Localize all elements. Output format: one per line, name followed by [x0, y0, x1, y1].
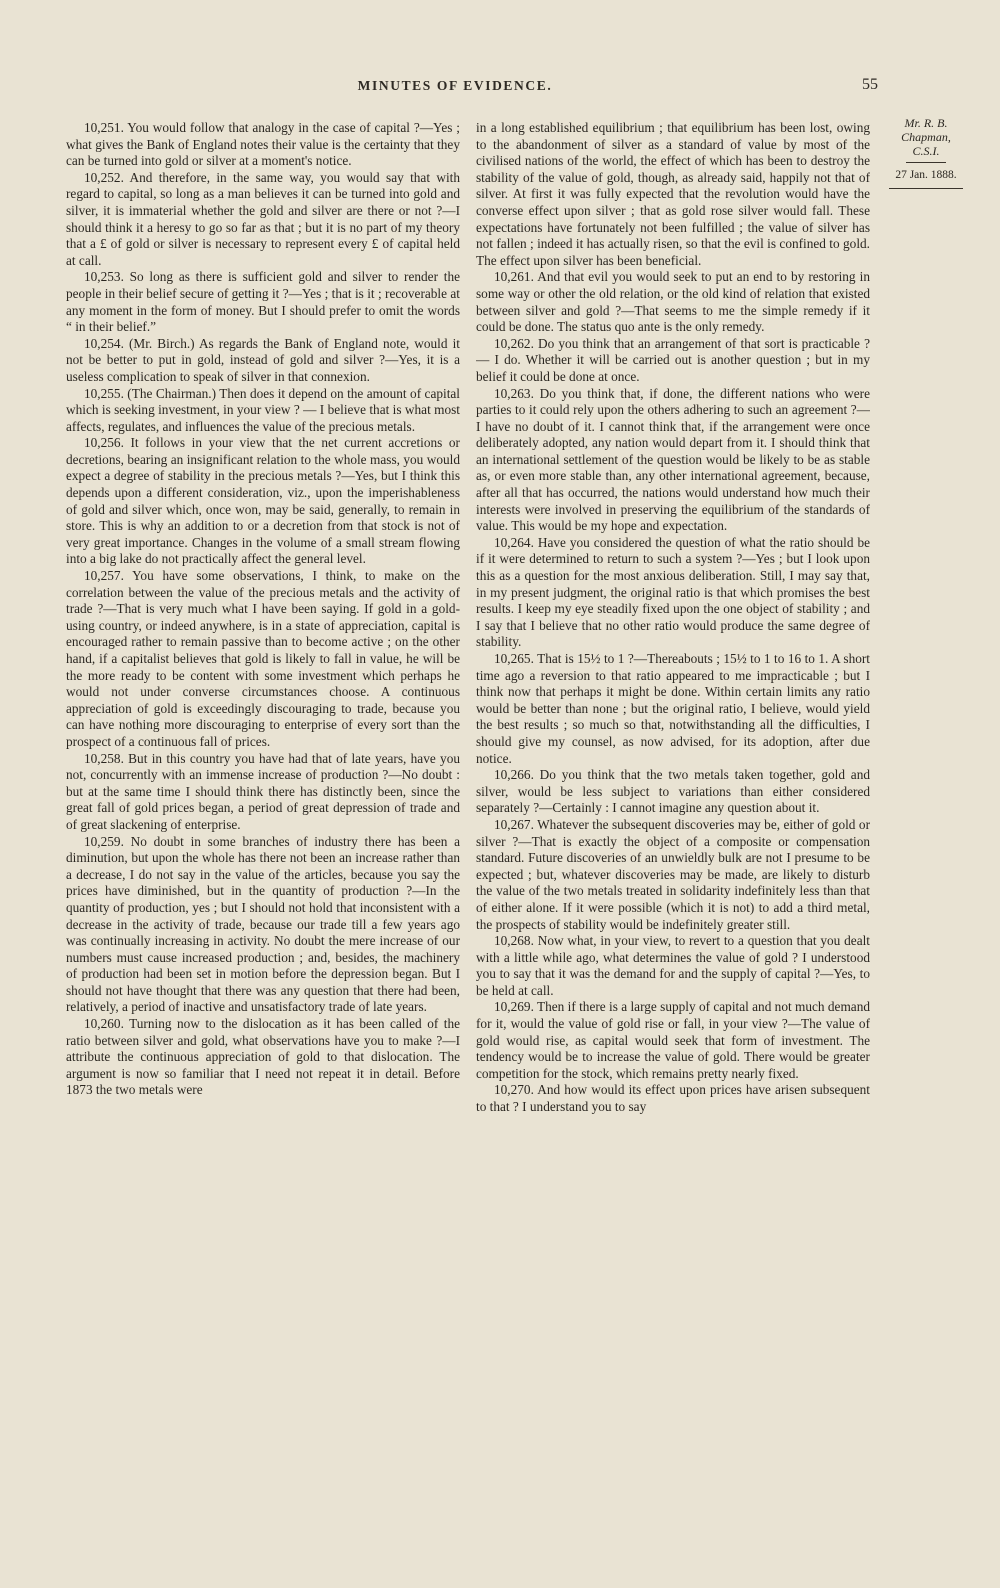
- page-number: 55: [862, 76, 878, 93]
- paragraph: 10,253. So long as there is sufficient gold and silver to render the people in their belief secure of getting it ?—Yes ; that is it ; recoverable at any moment in the form of money. But I should prefer to omit the words “ in their belief.”: [66, 269, 460, 335]
- paragraph: 10,251. You would follow that analogy in the case of capital ?—Yes ; what gives the Bank of England notes their value is the certainty that they can be turned into gold or silver at a moment's notice.: [66, 120, 460, 169]
- paragraph: 10,263. Do you think that, if done, the different nations who were parties to it could rely upon the others adhering to such an agreement ?—I have no doubt of it. I cannot think that, if the arrangement were once deliberately adopted, any nation would depart from it. I should think that an international settlement of the question would be likely to be as stable as, or even more stable than, any other international agreement, because, after all that has occurred, the nations would understand how much their interests were involved in preserving the equilibrium of the standards of value. This would be my hope and expectation.: [476, 385, 870, 534]
- paragraph: 10,262. Do you think that an arrangement of that sort is practicable ? — I do. Whether it will be carried out is another question ; but in my belief it could be done at once.: [476, 335, 870, 384]
- left-column: [66, 120, 460, 1570]
- paragraph: 10,267. Whatever the subsequent discoveries may be, either of gold or silver ?—That is exactly the object of a composite or compensation standard. Future discoveries of an unwieldly bulk are not I presume to be expected ; but, whatever discoveries may be made, are likely to disturb the value of the two metals treated in solidarity indefinitely less than that of either alone. If it were possible (which it is not) to add a third metal, the prospects of stability would be indefinitely greater still.: [476, 816, 870, 932]
- paragraph: 10,269. Then if there is a large supply of capital and not much demand for it, would the value of gold rise or fall, in your view ?—The value of gold would rise, as capital would seek that form of investment. The tendency would be to increase the value of gold. There would be greater competition for the stock, which remains pretty nearly fixed.: [476, 999, 870, 1081]
- paragraph: 10,254. (Mr. Birch.) As regards the Bank of England note, would it not be better to put in gold, instead of gold and silver ?—Yes, it is a useless complication to speak of silver in that connexion.: [66, 335, 460, 384]
- sidenote-divider: [906, 162, 946, 163]
- witness-name-line: Chapman,: [901, 130, 951, 144]
- paragraph: 10,268. Now what, in your view, to revert to a question that you dealt with a little while ago, what determines the value of gold ? I understood you to say that it was the demand for and the supply of capital ?—Yes, to be held at call.: [476, 933, 870, 998]
- paragraph-continued: in a long established equilibrium ; that equilibrium has been lost, owing to the abandonment of silver as a standard of value by most of the civilised nations of the world, the effect of which has been to destroy the stability of the value of gold, though, as already said, happily not that of silver. At first it was fully expected that the revolution would have the converse effect upon silver ; that as gold rose silver would fall. These expectations have fortunately not been fulfilled ; the value of silver has not fallen ; indeed it has actually risen, so that the evil is confined to gold. The effect upon silver has been beneficial.: [476, 120, 870, 268]
- page-header: [0, 76, 1000, 100]
- paragraph: 10,266. Do you think that the two metals taken together, gold and silver, would be less subject to variations than either considered separately ?—Certainly : I cannot imagine any question about it.: [476, 767, 870, 816]
- paragraph: 10,265. That is 15½ to 1 ?—Thereabouts ; 15½ to 1 to 16 to 1. A short time ago a reversion to that ratio appeared to me impracticable ; but I think now that perhaps it might be done. Within certain limits any ratio would be better than none ; but the original ratio, I believe, would yield the best results ; so much so that, notwithstanding all the difficulties, I should give my counsel, as now advised, for its adoption, after due notice.: [476, 651, 870, 766]
- witness-sidenote: [886, 116, 966, 193]
- paragraph: 10,270. And how would its effect upon prices have arisen subsequent to that ? I understand you to say: [476, 1082, 870, 1115]
- paragraph: 10,260. Turning now to the dislocation as it has been called of the ratio between silver and gold, what observations have you to make ?—I attribute the continuous appreciation of gold to that dislocation. The argument is now so familiar that I need not repeat it in detail. Before 1873 the two metals were: [66, 1016, 460, 1098]
- paragraph: 10,264. Have you considered the question of what the ratio should be if it were determined to return to such a system ?—Yes ; but I look upon this as a question for the most anxious deliberation. Still, I may say that, in my present judgment, the original ratio is that which promises the best results. I keep my eye steadily fixed upon the one object of stability ; and I say that I believe that no other ratio would produce the same degree of stability.: [476, 534, 870, 650]
- sitting-date: 27 Jan. 1888.: [895, 169, 957, 181]
- paragraph: 10,256. It follows in your view that the net current accretions or decretions, bearing an insignificant relation to the whole mass, you would expect a degree of stability in the precious metals ?—Yes, but I think this depends upon a different consideration, viz., upon the imperishableness of gold and silver which, once won, may be said, generally, to remain in store. This is why an addition to or a decretion from that stock is not of very great importance. Changes in the volume of a small stream flowing into a big lake do not practically affect the general level.: [66, 435, 460, 567]
- witness-name-line: C.S.I.: [912, 144, 940, 158]
- right-column: [476, 120, 870, 1570]
- paragraph: 10,257. You have some observations, I think, to make on the correlation between the value of the precious metals and the activity of trade ?—That is very much what I have been saying. If gold in a gold-using country, or indeed anywhere, is in a state of appreciation, capital is encouraged rather to remain passive than to become active ; on the other hand, if a capitalist believes that gold is likely to fall in value, he will be the more ready to be content with some investment which perhaps he would not under converse circumstances choose. A continuous appreciation of gold is exceedingly discouraging to trade, because you can have nothing more discouraging to enterprise of every sort than the prospect of a continuous fall of prices.: [66, 568, 460, 749]
- paragraph: 10,261. And that evil you would seek to put an end to by restoring in some way or other the old relation, or the old kind of relation that existed between silver and gold ?—That seems to me the simple remedy if it could be done. The status quo ante is the only remedy.: [476, 269, 870, 335]
- paragraph: 10,259. No doubt in some branches of industry there has been a diminution, but upon the whole has there not been an increase rather than a decrease, I do not say in the value of the articles, because you say the prices have diminished, but in the quantity of production ?—In the quantity of production, yes ; but I should not hold that inconsistent with a decrease in the activity of trade, because our trade till a few years ago was continually increasing in activity. No doubt the mere increase of our numbers must cause increased production ; and, besides, the machinery of production had been set in motion before the depression began. But I should not have thought that there was any question that there had been, relatively, a period of inactive and unsatisfactory trade of late years.: [66, 833, 460, 1015]
- sidenote-divider: [889, 188, 963, 189]
- running-title: MINUTES OF EVIDENCE.: [357, 78, 553, 93]
- paragraph: 10,255. (The Chairman.) Then does it depend on the amount of capital which is seeking investment, in your view ? — I believe that is what most affects, regulates, and influences the value of the precious metals.: [66, 385, 460, 434]
- paragraph: 10,252. And therefore, in the same way, you would say that with regard to capital, so long as a man believes it can be turned into gold and silver, it is immaterial whether the gold and silver are there or not ?—I should think it a heresy to go so far as that ; but it is no part of my theory that a £ of gold or silver is necessary to represent every £ of capital held at call.: [66, 169, 460, 268]
- witness-name-line: Mr. R. B.: [904, 116, 948, 130]
- paragraph: 10,258. But in this country you have had that of late years, have you not, concurrently with an immense increase of production ?—No doubt : but at the same time I should think there has distinctly been, since the great fall of gold prices began, a period of great depression of trade and of great slackening of enterprise.: [66, 750, 460, 832]
